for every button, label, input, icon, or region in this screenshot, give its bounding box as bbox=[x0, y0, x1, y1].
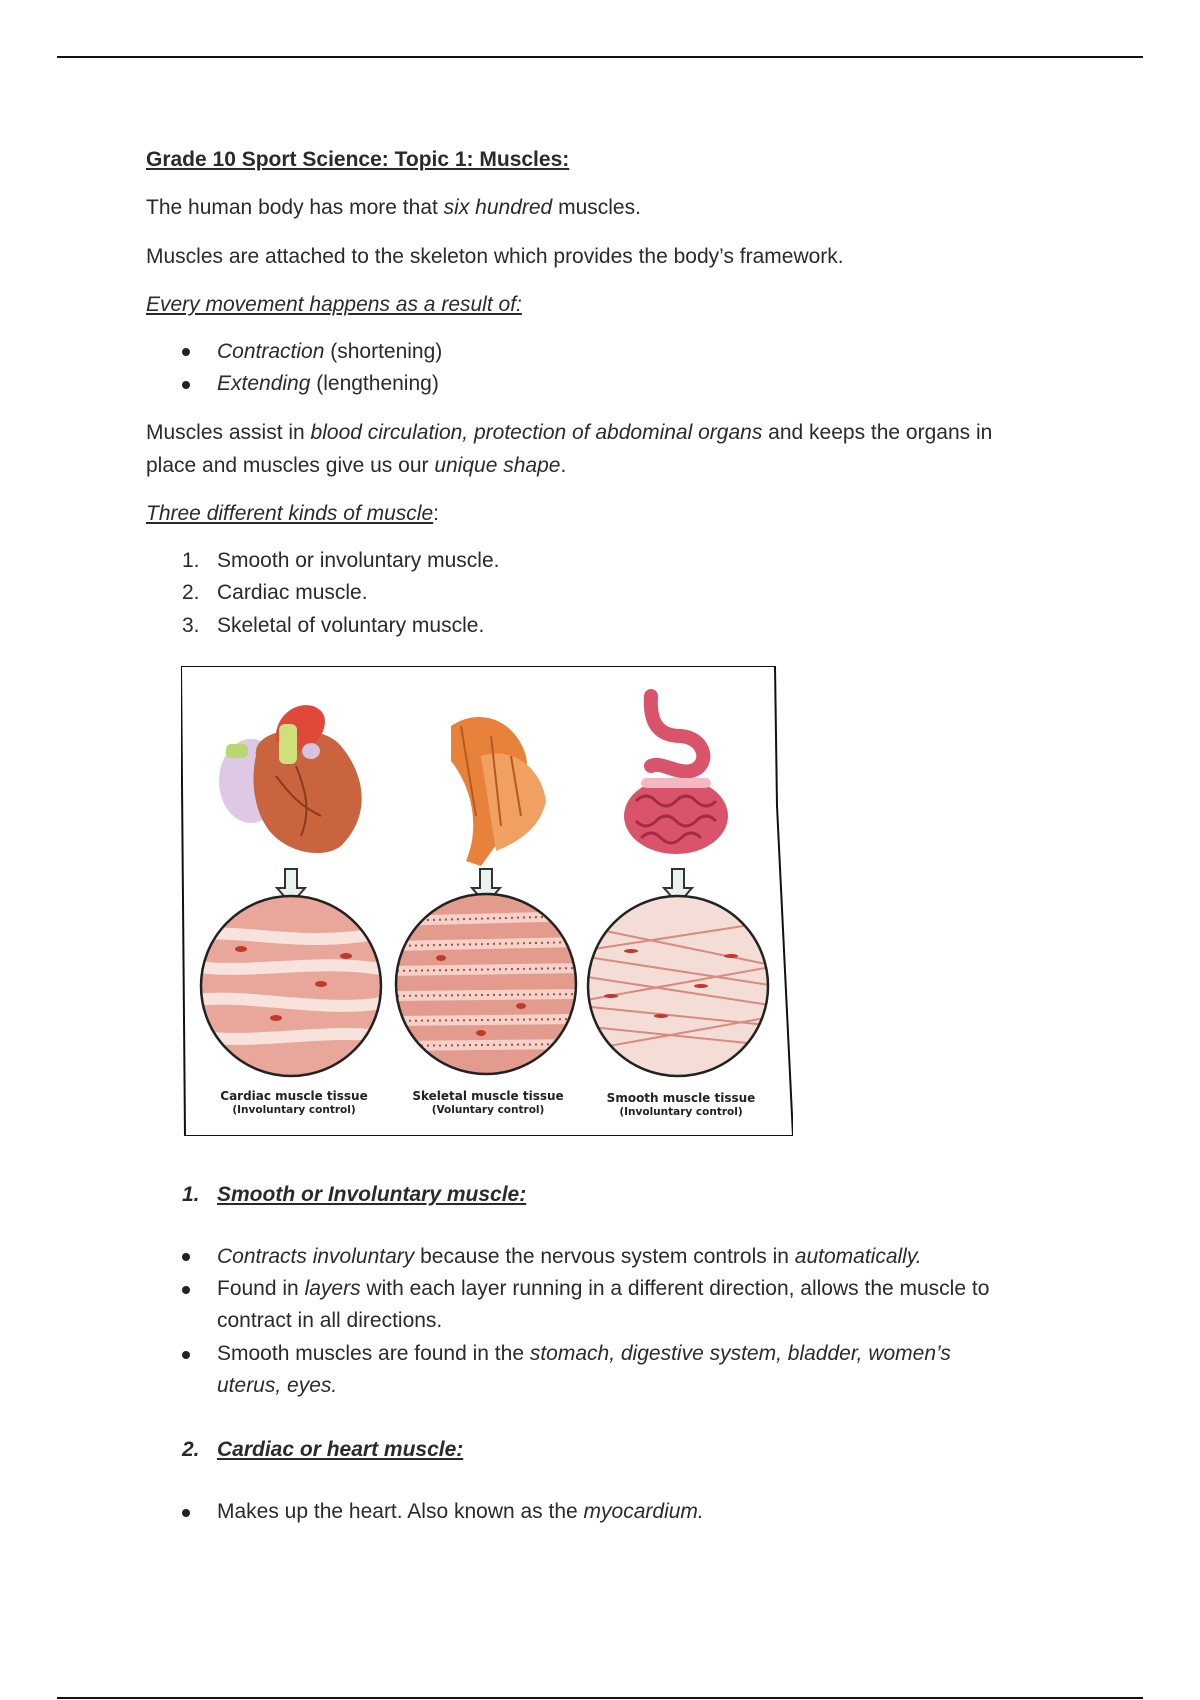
caption-skeletal-title: Skeletal muscle tissue bbox=[412, 1089, 564, 1103]
bullet-icon bbox=[182, 1509, 190, 1517]
bullet-locations-line2: uterus, eyes. bbox=[217, 1374, 338, 1397]
s1b1-b: because the nervous system controls in bbox=[414, 1245, 795, 1268]
caption-cardiac-title: Cardiac muscle tissue bbox=[220, 1089, 368, 1103]
list-item-contraction bbox=[217, 336, 442, 368]
list-item-cardiac: Cardiac muscle. bbox=[217, 581, 368, 604]
page-title: Grade 10 Sport Science: Topic 1: Muscles: bbox=[146, 148, 570, 171]
muscle-types-figure bbox=[181, 666, 793, 1136]
top-rule bbox=[57, 56, 1143, 58]
bullet-icon bbox=[182, 1253, 190, 1261]
paragraph-assist-line2 bbox=[146, 452, 566, 480]
bullet-layers-line1 bbox=[217, 1273, 1117, 1305]
p3-text-a: Muscles assist in bbox=[146, 421, 311, 444]
s1b2-b: layers bbox=[304, 1277, 361, 1300]
list-number: 2. bbox=[182, 581, 200, 604]
kinds-heading bbox=[146, 500, 439, 528]
s1b1-c: automatically. bbox=[794, 1245, 922, 1268]
s1b2-a: Found in bbox=[217, 1277, 305, 1300]
caption-skeletal-control: (Voluntary control) bbox=[431, 1104, 545, 1116]
s1b2-c: with each layer running in a different direction, allows the muscle to bbox=[360, 1277, 990, 1300]
s1b1-a: Contracts involuntary bbox=[217, 1245, 415, 1268]
paragraph-assist-line1 bbox=[146, 419, 992, 447]
item-rest: (lengthening) bbox=[310, 372, 439, 395]
s2b1-b: myocardium. bbox=[583, 1500, 704, 1523]
bullet-icon bbox=[182, 1351, 190, 1359]
paragraph-skeleton: Muscles are attached to the skeleton which provides the body’s framework. bbox=[146, 245, 844, 268]
section-title-cardiac: Cardiac or heart muscle: bbox=[217, 1438, 464, 1461]
movement-heading: Every movement happens as a result of: bbox=[146, 293, 522, 316]
s2b1-a: Makes up the heart. Also known as the bbox=[217, 1500, 584, 1523]
section-number: 1. bbox=[182, 1183, 200, 1206]
list-item-skeletal: Skeletal of voluntary muscle. bbox=[217, 614, 485, 637]
kinds-colon: : bbox=[433, 502, 439, 525]
list-number: 3. bbox=[182, 614, 200, 637]
bottom-rule bbox=[57, 1697, 1143, 1699]
bullet-icon bbox=[182, 1286, 190, 1294]
kinds-heading-text: Three different kinds of muscle bbox=[146, 502, 434, 525]
bullet-icon bbox=[182, 348, 190, 356]
caption-smooth-control: (Involuntary control) bbox=[619, 1106, 743, 1118]
item-term: Contraction bbox=[217, 340, 325, 363]
list-item-extending bbox=[217, 368, 439, 400]
list-item-smooth: Smooth or involuntary muscle. bbox=[217, 549, 500, 572]
bullet-layers bbox=[217, 1273, 1117, 1337]
list-number: 1. bbox=[182, 549, 200, 572]
p3-text-d: place and muscles give us our bbox=[146, 454, 435, 477]
bullet-locations-line1 bbox=[217, 1338, 1117, 1370]
p1-text-a: The human body has more that bbox=[146, 196, 444, 219]
p3-text-c: and keeps the organs in bbox=[762, 421, 993, 444]
bullet-contracts bbox=[217, 1241, 922, 1273]
section-number: 2. bbox=[182, 1438, 200, 1461]
bullet-myocardium bbox=[217, 1496, 704, 1528]
item-rest: (shortening) bbox=[324, 340, 443, 363]
caption-cardiac-control: (Involuntary control) bbox=[232, 1104, 356, 1116]
p3-text-e: unique shape bbox=[434, 454, 561, 477]
p1-text-b: six hundred bbox=[443, 196, 553, 219]
p3-text-b: blood circulation, protection of abdominal organs bbox=[310, 421, 763, 444]
s1b3-b: stomach, digestive system, bladder, women’s bbox=[529, 1342, 951, 1365]
item-term: Extending bbox=[217, 372, 311, 395]
bullet-layers-line2: contract in all directions. bbox=[217, 1309, 443, 1332]
caption-smooth-title: Smooth muscle tissue bbox=[606, 1091, 756, 1105]
p1-text-c: muscles. bbox=[552, 196, 641, 219]
p3-text-f: . bbox=[560, 454, 567, 477]
bullet-locations bbox=[217, 1338, 1117, 1402]
s1b3-a: Smooth muscles are found in the bbox=[217, 1342, 530, 1365]
paragraph-muscle-count bbox=[146, 194, 641, 222]
section-title-smooth: Smooth or Involuntary muscle: bbox=[217, 1183, 527, 1206]
bullet-icon bbox=[182, 381, 190, 389]
